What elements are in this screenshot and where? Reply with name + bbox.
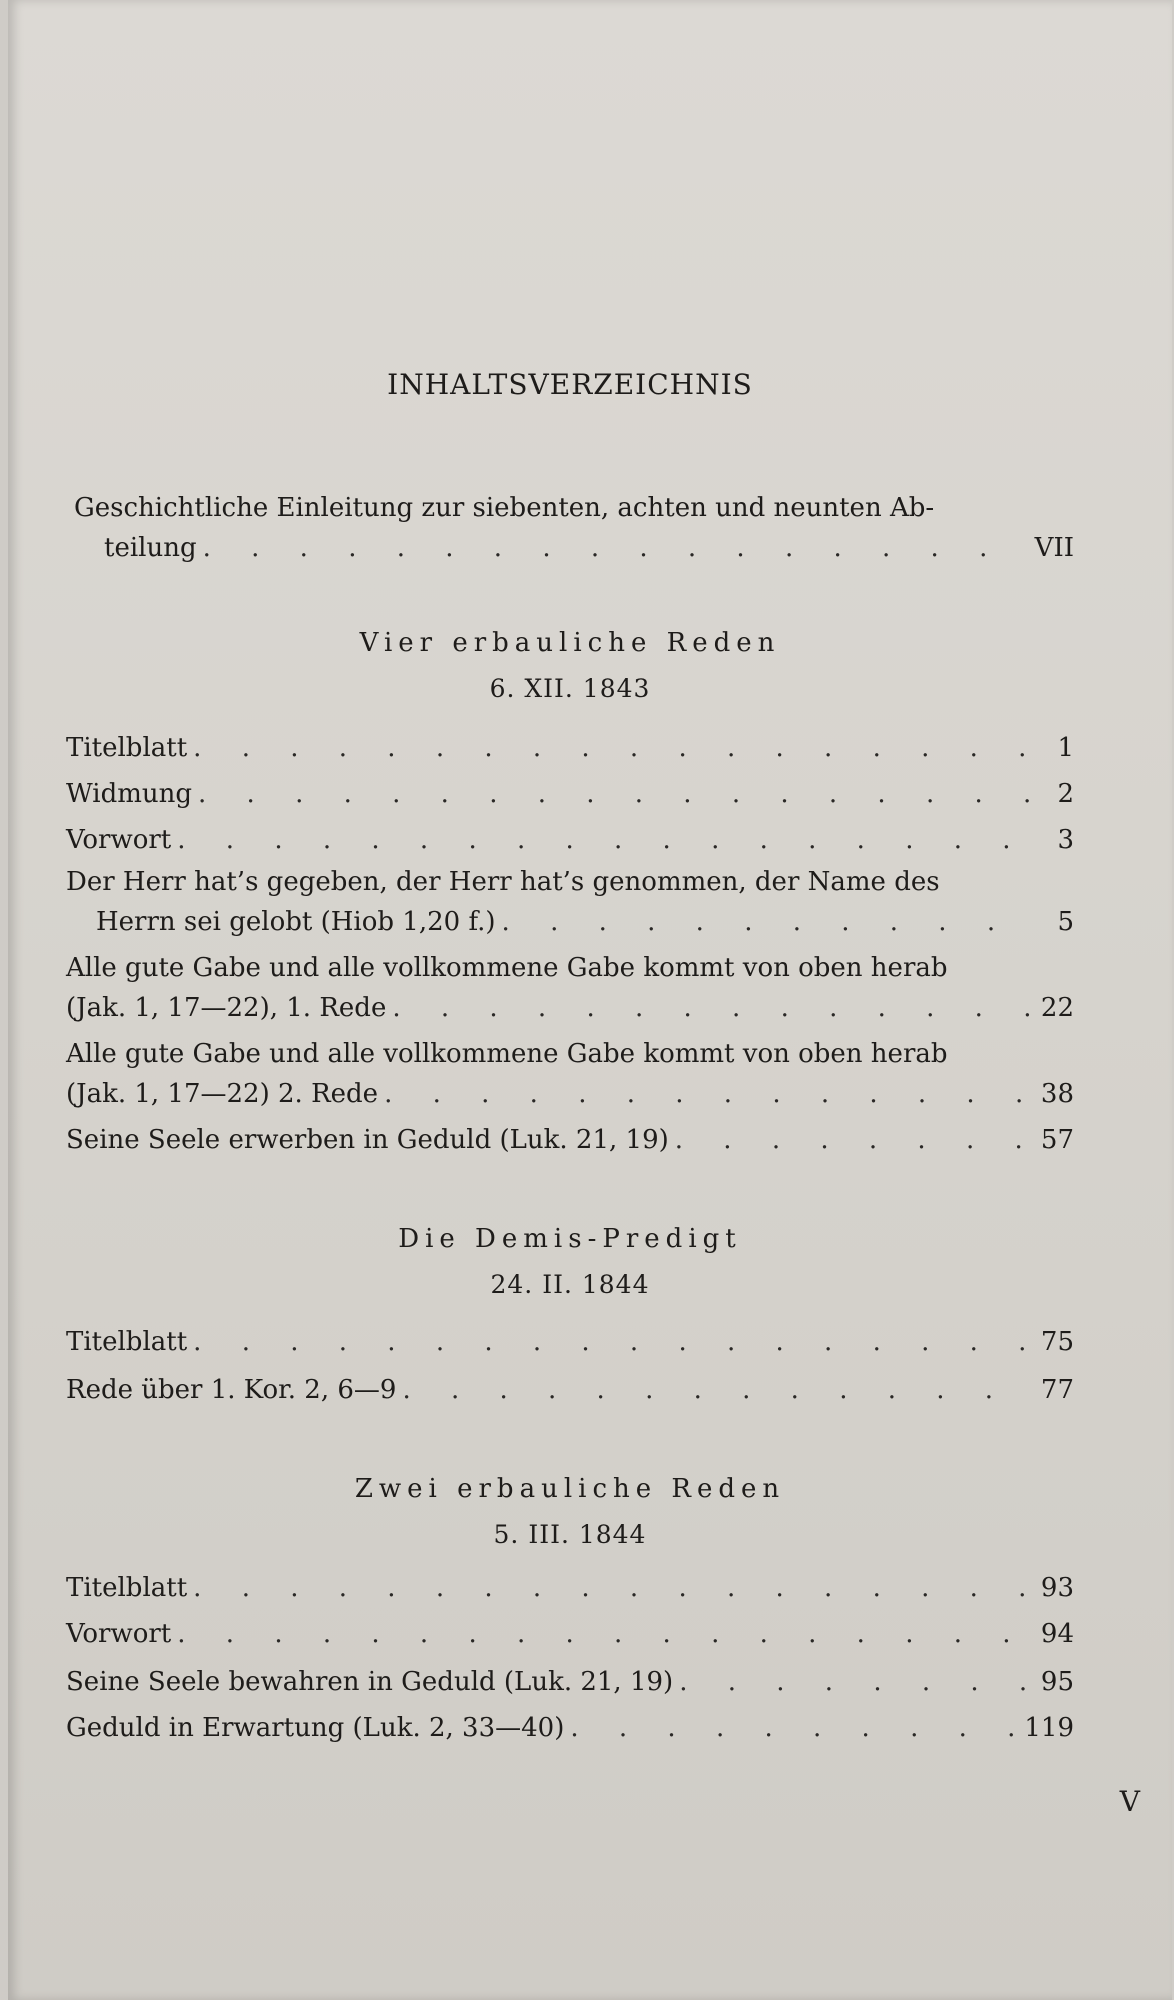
leader-dots xyxy=(570,1708,1018,1748)
toc-entry-title: Vorwort xyxy=(66,1619,172,1649)
toc-entry-line: Alle gute Gabe und alle vollkommene Gabe kommt von oben herab xyxy=(66,1039,948,1069)
toc-entry-intro xyxy=(74,488,1074,568)
toc-entry-title: Widmung xyxy=(66,779,193,809)
toc-entry xyxy=(66,1708,1074,1748)
book-page xyxy=(8,0,1172,2000)
page-number: 95 xyxy=(1040,1667,1074,1697)
page-number: 75 xyxy=(1040,1327,1074,1357)
page-number: 22 xyxy=(1040,993,1074,1023)
toc-entry-line: (Jak. 1, 17—22) 2. Rede xyxy=(66,1079,379,1109)
leader-dots xyxy=(193,728,1034,768)
leader-dots xyxy=(177,1614,1034,1654)
toc-entry-line: teilung xyxy=(104,533,197,563)
toc-entry xyxy=(66,1370,1074,1410)
leader-dots xyxy=(193,1568,1034,1608)
toc-entry-title: Rede über 1. Kor. 2, 6—9 xyxy=(66,1375,397,1405)
toc-entry xyxy=(66,862,1074,942)
toc-entry xyxy=(66,1614,1074,1654)
toc-entry-title: Titelblatt xyxy=(66,1327,188,1357)
page-number: 57 xyxy=(1040,1125,1074,1155)
toc-entry xyxy=(66,1568,1074,1608)
toc-entry xyxy=(66,728,1074,768)
toc-entry-line: Herrn sei gelobt (Hiob 1,20 f.) xyxy=(96,907,496,937)
toc-entry-title: Titelblatt xyxy=(66,733,188,763)
section-date: 24. II. 1844 xyxy=(490,1270,650,1299)
toc-entry xyxy=(66,1662,1074,1702)
page-number: 38 xyxy=(1040,1079,1074,1109)
leader-dots xyxy=(193,1322,1034,1362)
page-number: 2 xyxy=(1057,779,1074,809)
section-date: 5. III. 1844 xyxy=(493,1520,647,1549)
toc-entry xyxy=(66,774,1074,814)
leader-dots xyxy=(675,1120,1034,1160)
section-title: Zwei erbauliche Reden xyxy=(354,1474,786,1504)
leader-dots xyxy=(203,528,1029,568)
toc-entry-line: Geschichtliche Einleitung zur siebenten, achten und neunten Ab- xyxy=(74,493,935,523)
page-number: 77 xyxy=(1040,1375,1074,1405)
section-title: Die Demis-Predigt xyxy=(398,1224,742,1254)
leader-dots xyxy=(384,1074,1034,1114)
toc-entry xyxy=(66,1322,1074,1362)
page-number: 93 xyxy=(1040,1573,1074,1603)
page-title: INHALTSVERZEICHNIS xyxy=(387,368,753,401)
page-number: VII xyxy=(1034,533,1074,563)
page-number: 3 xyxy=(1057,825,1074,855)
page-number: 5 xyxy=(1057,907,1074,937)
leader-dots xyxy=(198,774,1034,814)
toc-entry-title: Seine Seele bewahren in Geduld (Luk. 21, 19) xyxy=(66,1667,674,1697)
leader-dots xyxy=(392,988,1034,1028)
toc-entry-line: Alle gute Gabe und alle vollkommene Gabe kommt von oben herab xyxy=(66,953,948,983)
toc-entry-title: Vorwort xyxy=(66,825,172,855)
leader-dots xyxy=(502,902,1034,942)
toc-entry-line: (Jak. 1, 17—22), 1. Rede xyxy=(66,993,387,1023)
toc-entry xyxy=(66,948,1074,1028)
page-number: 1 xyxy=(1057,733,1074,763)
toc-entry-title: Titelblatt xyxy=(66,1573,188,1603)
toc-entry xyxy=(66,820,1074,860)
page-number: 94 xyxy=(1040,1619,1074,1649)
toc-entry-title: Geduld in Erwartung (Luk. 2, 33—40) xyxy=(66,1713,565,1743)
toc-entry-line: Der Herr hat’s gegeben, der Herr hat’s genommen, der Name des xyxy=(66,867,940,897)
toc-entry xyxy=(66,1120,1074,1160)
page-number: 119 xyxy=(1024,1713,1074,1743)
leader-dots xyxy=(402,1370,1034,1410)
section-date: 6. XII. 1843 xyxy=(489,674,651,703)
toc-entry xyxy=(66,1034,1074,1114)
leader-dots xyxy=(679,1662,1034,1702)
page-folio: V xyxy=(1119,1785,1140,1818)
toc-entry-title: Seine Seele erwerben in Geduld (Luk. 21, 19) xyxy=(66,1125,669,1155)
section-title: Vier erbauliche Reden xyxy=(359,628,781,658)
leader-dots xyxy=(177,820,1034,860)
